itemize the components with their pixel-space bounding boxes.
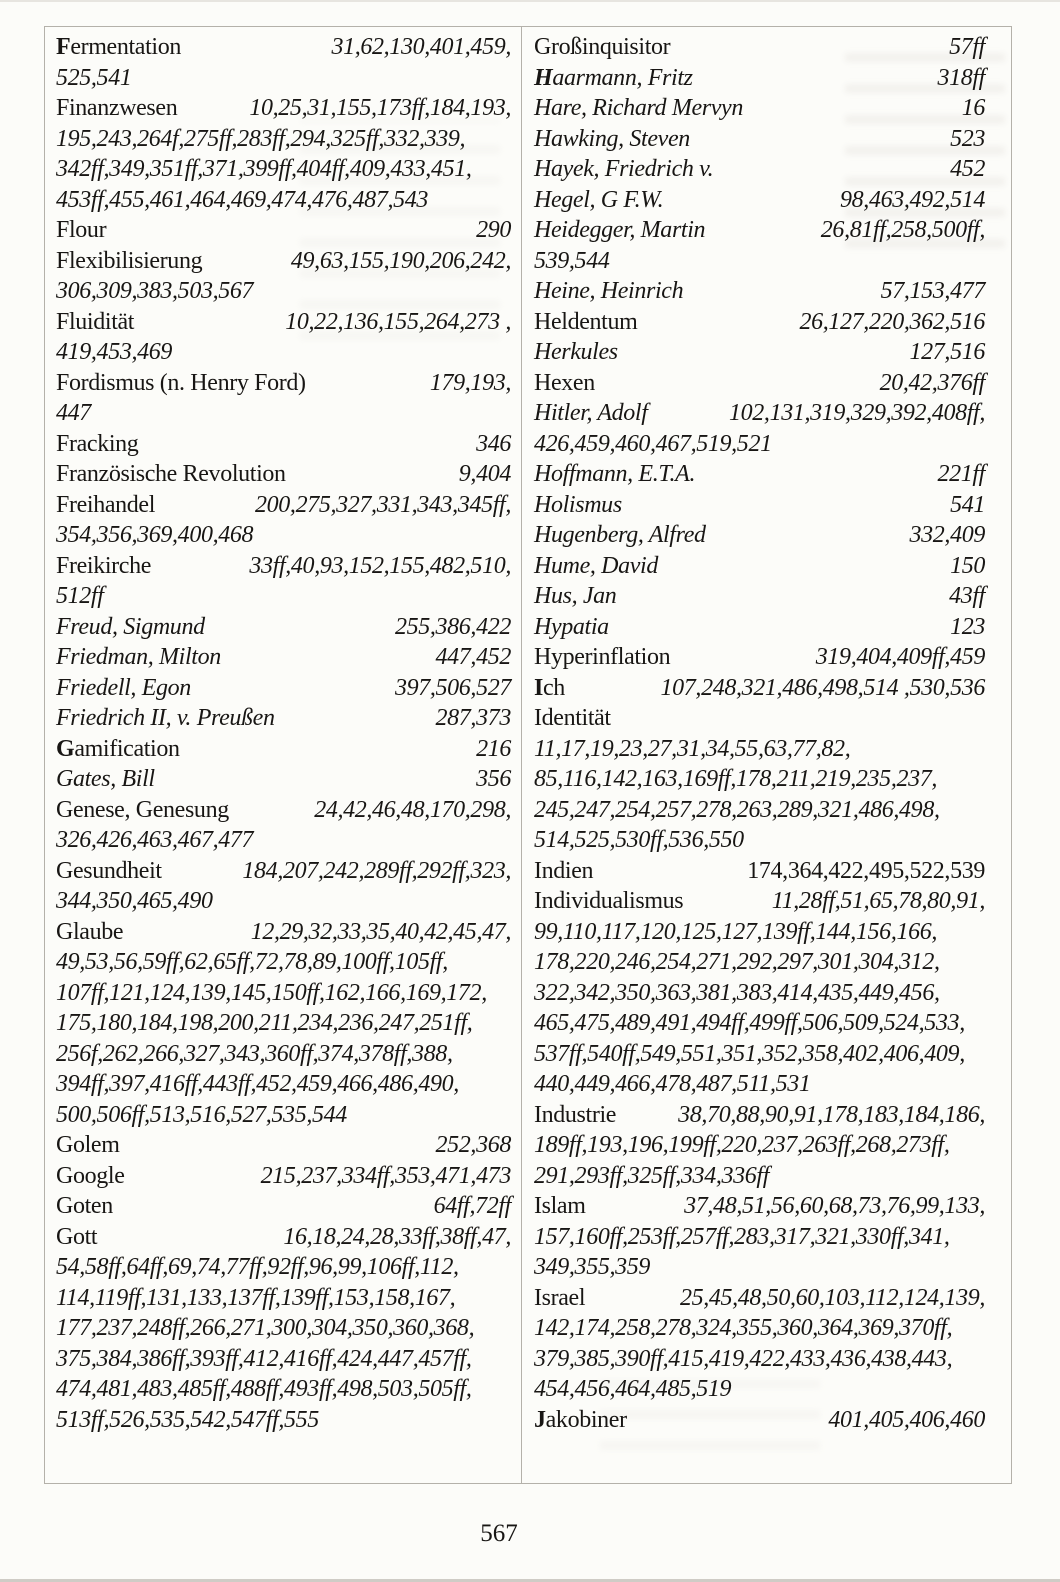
index-entry [56, 795, 511, 856]
entry-continuation-line: 342ff,349,351ff,371,399ff,404ff,409,433,451, [56, 156, 472, 182]
index-entry [56, 612, 511, 643]
entry-first-line [56, 856, 511, 887]
entry-first-line [534, 368, 985, 399]
entry-first-line [56, 917, 511, 948]
entry-first-line [56, 642, 511, 673]
index-entry [534, 703, 985, 856]
entry-first-line [534, 398, 985, 429]
index-entry [56, 93, 511, 215]
entry-term-lead-letter: F [56, 34, 71, 60]
entry-first-line [56, 93, 511, 124]
page-number: 567 [480, 1520, 518, 1547]
entry-first-line [56, 32, 511, 63]
entry-continuation-line: 11,17,19,23,27,31,34,55,63,77,82, [534, 735, 851, 762]
entry-pages: 318ff [937, 64, 985, 91]
entry-term: Hawking, Steven [534, 125, 690, 152]
entry-first-line [534, 673, 985, 704]
entry-term: Indien [534, 857, 594, 884]
entry-first-line [56, 307, 511, 338]
index-entry [534, 520, 985, 551]
entry-continuation-line: 189ff,193,196,199ff,220,237,263ff,268,273ff, [534, 1132, 950, 1158]
entry-term: Freud, Sigmund [56, 613, 205, 640]
entry-pages: 33ff,40,93,152,155,482,510, [249, 552, 511, 579]
index-entry [534, 398, 985, 459]
entry-pages: 541 [950, 491, 985, 518]
entry-first-line [534, 32, 985, 63]
entry-pages: 319,404,409ff,459 [815, 644, 985, 670]
index-entry [56, 673, 511, 704]
entry-pages: 447,452 [435, 644, 511, 670]
entry-pages: 150 [950, 552, 985, 579]
entry-pages: 24,42,46,48,170,298, [314, 796, 511, 823]
entry-pages: 287,373 [435, 705, 511, 731]
index-entry [534, 368, 985, 399]
index-entry [534, 673, 985, 704]
entry-pages: 255,386,422 [394, 613, 511, 640]
index-entry [56, 1130, 511, 1161]
entry-continuation-line: 354,356,369,400,468 [56, 522, 254, 548]
index-entry [534, 581, 985, 612]
entry-pages: 10,22,136,155,264,273 , [285, 308, 511, 335]
entry-pages: 49,63,155,190,206,242, [290, 247, 511, 274]
index-entry [56, 917, 511, 1131]
entry-first-line [56, 1161, 511, 1192]
entry-term: Gesundheit [56, 857, 162, 884]
index-entry [56, 490, 511, 551]
entry-first-line [534, 1100, 985, 1131]
entry-term: Freihandel [56, 491, 156, 518]
entry-term: Heine, Heinrich [534, 278, 684, 304]
index-entry [56, 459, 511, 490]
entry-pages: 31,62,130,401,459, [331, 34, 511, 60]
entry-term: Genese, Genesung [56, 796, 229, 823]
entry-term: Hexen [534, 369, 595, 396]
index-entry [534, 93, 985, 124]
index-entry [56, 1222, 511, 1436]
entry-term: Holismus [534, 491, 622, 518]
index-entry [56, 764, 511, 795]
entry-term: Freikirche [56, 552, 152, 579]
entry-term: Friedell, Egon [56, 674, 191, 701]
entry-pages: 38,70,88,90,91,178,183,184,186, [678, 1101, 985, 1128]
entry-first-line [534, 886, 985, 917]
entry-first-line [534, 337, 985, 368]
entry-pages: 10,25,31,155,173ff,184,193, [249, 95, 511, 121]
entry-term: Gamification [56, 735, 180, 762]
entry-continuation-line: 256f,262,266,327,343,360ff,374,378ff,388, [56, 1040, 453, 1067]
entry-first-line [534, 1191, 985, 1222]
index-entry [534, 490, 985, 521]
entry-continuation-line: 49,53,56,59ff,62,65ff,72,78,89,100ff,105ff, [56, 949, 448, 975]
entry-term: Hume, David [534, 552, 659, 579]
entry-pages: 11,28ff,51,65,78,80,91, [771, 888, 985, 914]
index-entry [534, 63, 985, 94]
entry-term-lead-letter: I [534, 674, 543, 701]
entry-continuation-line: 54,58ff,64ff,69,74,77ff,92ff,96,99,106ff,112, [56, 1254, 459, 1280]
entry-term: Israel [534, 1284, 586, 1311]
index-entry [534, 337, 985, 368]
index-entry [56, 215, 511, 246]
entry-continuation-line: 537ff,540ff,549,551,351,352,358,402,406,409, [534, 1040, 965, 1067]
entry-pages: 215,237,334ff,353,471,473 [260, 1162, 511, 1189]
entry-first-line [56, 1222, 511, 1253]
entry-pages: 200,275,327,331,343,345ff, [255, 491, 511, 518]
index-entry [56, 1161, 511, 1192]
entry-term: Finanzwesen [56, 95, 178, 121]
entry-first-line [534, 612, 985, 643]
entry-term: Fluidität [56, 308, 135, 335]
index-entry [534, 1283, 985, 1405]
entry-continuation-line: 306,309,383,503,567 [56, 278, 254, 304]
entry-pages: 16,18,24,28,33ff,38ff,47, [283, 1223, 511, 1250]
index-entry [56, 429, 511, 460]
entry-term: Google [56, 1162, 125, 1189]
entry-continuation-line: 114,119ff,131,133,137ff,139ff,153,158,167, [56, 1284, 456, 1311]
entry-pages: 107,248,321,486,498,514 ,530,536 [660, 674, 985, 701]
index-entry [534, 612, 985, 643]
entry-first-line [56, 215, 511, 246]
entry-pages: 20,42,376ff [879, 369, 985, 396]
entry-first-line [56, 551, 511, 582]
entry-continuation-line: 539,544 [534, 247, 610, 274]
index-entry [534, 276, 985, 307]
index-entry [534, 856, 985, 887]
entry-continuation-line: 453ff,455,461,464,469,474,476,487,543 [56, 186, 429, 213]
entry-first-line [534, 1405, 985, 1436]
entry-continuation-line: 349,355,359 [534, 1254, 651, 1280]
index-entry [56, 642, 511, 673]
entry-term: Hayek, Friedrich v. [534, 156, 714, 182]
entry-first-line [534, 276, 985, 307]
entry-pages: 184,207,242,289ff,292ff,323, [242, 857, 511, 884]
index-entry [534, 1191, 985, 1283]
entry-term-lead-letter: J [534, 1406, 546, 1433]
entry-term: Glaube [56, 918, 124, 945]
index-entry [534, 1405, 985, 1436]
entry-first-line [56, 673, 511, 704]
index-column-right [522, 27, 1011, 1483]
entry-continuation-line: 322,342,350,363,381,383,414,435,449,456, [534, 979, 940, 1006]
entry-term: Identität [534, 705, 611, 731]
entry-first-line [56, 1191, 511, 1222]
entry-term: Flour [56, 217, 107, 243]
entry-term: Französische Revolution [56, 461, 286, 487]
index-entry [534, 307, 985, 338]
entry-pages: 356 [476, 766, 511, 792]
index-entry [534, 459, 985, 490]
entry-continuation-line: 419,453,469 [56, 339, 173, 365]
entry-first-line [534, 1283, 985, 1314]
entry-first-line [56, 734, 511, 765]
entry-pages: 452 [950, 156, 985, 182]
entry-continuation-line: 157,160ff,253ff,257ff,283,317,321,330ff,341, [534, 1223, 950, 1250]
entry-continuation-line: 99,110,117,120,125,127,139ff,144,156,166, [534, 918, 938, 945]
entry-term: Hus, Jan [534, 583, 617, 609]
entry-continuation-line: 525,541 [56, 64, 132, 91]
index-entry [534, 642, 985, 673]
entry-first-line [534, 154, 985, 185]
index-entry [56, 368, 511, 429]
entry-term: Hypatia [534, 613, 609, 640]
entry-continuation-line: 245,247,254,257,278,263,289,321,486,498, [534, 796, 940, 823]
entry-pages: 127,516 [909, 339, 985, 365]
index-entry [56, 307, 511, 368]
entry-term: Goten [56, 1193, 113, 1219]
entry-term: Gott [56, 1223, 98, 1250]
entry-first-line [56, 1130, 511, 1161]
entry-first-line [56, 764, 511, 795]
entry-first-line [56, 459, 511, 490]
entry-term: Fordismus (n. Henry Ford) [56, 369, 306, 396]
entry-pages: 123 [950, 613, 985, 640]
entry-first-line [534, 215, 985, 246]
entry-term-lead-letter: H [534, 64, 553, 91]
entry-first-line [534, 185, 985, 216]
entry-continuation-line: 500,506ff,513,516,527,535,544 [56, 1101, 347, 1128]
entry-first-line [56, 246, 511, 277]
entry-continuation-line: 513ff,526,535,542,547ff,555 [56, 1406, 319, 1433]
entry-pages: 174,364,422,495,522,539 [747, 857, 985, 884]
index-column-left [45, 27, 522, 1483]
entry-pages: 401,405,406,460 [828, 1406, 985, 1433]
entry-term: Islam [534, 1193, 586, 1219]
entry-term: Heldentum [534, 308, 638, 335]
entry-term: Golem [56, 1132, 120, 1158]
index-frame [44, 26, 1012, 1484]
entry-term: Hoffmann, E.T.A. [534, 461, 696, 487]
entry-continuation-line: 426,459,460,467,519,521 [534, 430, 772, 457]
entry-pages: 397,506,527 [394, 674, 511, 701]
entry-continuation-line: 447 [56, 400, 91, 426]
entry-pages: 332,409 [909, 522, 985, 548]
entry-continuation-line: 344,350,465,490 [56, 888, 213, 914]
entry-first-line [534, 93, 985, 124]
entry-pages: 9,404 [458, 461, 511, 487]
entry-continuation-line: 107ff,121,124,139,145,150ff,162,166,169,172, [56, 979, 487, 1006]
index-entry [56, 246, 511, 307]
entry-continuation-line: 375,384,386ff,393ff,412,416ff,424,447,457ff, [56, 1345, 472, 1372]
scan-edge-top [0, 0, 1060, 2]
entry-continuation-line: 454,456,464,485,519 [534, 1376, 732, 1402]
entry-pages: 290 [476, 217, 511, 243]
entry-term: Jakobiner [534, 1406, 627, 1433]
entry-pages: 216 [476, 735, 511, 762]
entry-continuation-line: 175,180,184,198,200,211,234,236,247,251ff, [56, 1010, 473, 1036]
entry-first-line [534, 63, 985, 94]
entry-term: Hitler, Adolf [534, 400, 648, 426]
index-entry [56, 32, 511, 93]
entry-term: Gates, Bill [56, 766, 155, 792]
entry-continuation-line: 379,385,390ff,415,419,422,433,436,438,443, [534, 1345, 953, 1372]
entry-continuation-line: 195,243,264f,275ff,283ff,294,325ff,332,339, [56, 125, 466, 152]
entry-pages: 57ff [949, 34, 985, 60]
entry-term: Hegel, G F.W. [534, 186, 664, 213]
entry-continuation-line: 465,475,489,491,494ff,499ff,506,509,524,533, [534, 1010, 965, 1036]
entry-term: Flexibilisierung [56, 247, 203, 274]
entry-continuation-line: 440,449,466,478,487,511,531 [534, 1071, 811, 1097]
entry-pages: 523 [950, 125, 985, 152]
entry-term: Haarmann, Fritz [534, 64, 693, 91]
entry-pages: 26,127,220,362,516 [799, 308, 985, 335]
entry-first-line [56, 795, 511, 826]
entry-first-line [534, 490, 985, 521]
entry-first-line [534, 459, 985, 490]
entry-term: Hare, Richard Mervyn [534, 95, 743, 121]
entry-continuation-line: 291,293ff,325ff,334,336ff [534, 1162, 770, 1189]
entry-pages: 252,368 [435, 1132, 511, 1158]
entry-pages: 57,153,477 [880, 278, 985, 304]
index-entry [534, 886, 985, 1100]
entry-term: Heidegger, Martin [534, 217, 706, 243]
entry-term: Großinquisitor [534, 34, 671, 60]
entry-term-lead-letter: G [56, 735, 75, 762]
entry-continuation-line: 177,237,248ff,266,271,300,304,350,360,368, [56, 1315, 475, 1341]
entry-pages: 64ff,72ff [433, 1193, 511, 1219]
entry-term: Herkules [534, 339, 618, 365]
index-entry [534, 551, 985, 582]
index-entry [56, 734, 511, 765]
entry-first-line [534, 551, 985, 582]
entry-term: Friedrich II, v. Preußen [56, 705, 275, 731]
entry-pages: 37,48,51,56,60,68,73,76,99,133, [684, 1193, 985, 1219]
entry-continuation-line: 142,174,258,278,324,355,360,364,369,370ff, [534, 1315, 953, 1341]
entry-first-line [534, 520, 985, 551]
entry-first-line [56, 368, 511, 399]
entry-continuation-line: 394ff,397,416ff,443ff,452,459,466,486,490, [56, 1071, 459, 1097]
entry-term: Ich [534, 674, 565, 701]
index-entry [534, 32, 985, 63]
entry-term: Fracking [56, 430, 139, 457]
entry-first-line [534, 581, 985, 612]
index-entry [534, 215, 985, 276]
entry-continuation-line: 514,525,530ff,536,550 [534, 827, 744, 853]
entry-pages: 43ff [949, 583, 985, 609]
entry-term: Industrie [534, 1101, 617, 1128]
index-entry [534, 154, 985, 185]
entry-first-line [534, 307, 985, 338]
entry-first-line [534, 703, 985, 734]
entry-pages: 102,131,319,329,392,408ff, [729, 400, 985, 426]
index-entry [534, 1100, 985, 1192]
entry-pages: 12,29,32,33,35,40,42,45,47, [250, 918, 511, 945]
entry-pages: 346 [476, 430, 511, 457]
index-entry [534, 185, 985, 216]
entry-first-line [534, 642, 985, 673]
entry-continuation-line: 474,481,483,485ff,488ff,493ff,498,503,505ff, [56, 1376, 472, 1402]
entry-continuation-line: 85,116,142,163,169ff,178,211,219,235,237, [534, 766, 938, 792]
index-entry [56, 703, 511, 734]
entry-term: Fermentation [56, 34, 181, 60]
entry-first-line [56, 490, 511, 521]
entry-term: Hugenberg, Alfred [534, 522, 706, 548]
entry-pages: 25,45,48,50,60,103,112,124,139, [679, 1284, 985, 1311]
index-entry [534, 124, 985, 155]
entry-first-line [56, 429, 511, 460]
entry-pages: 16 [961, 95, 985, 121]
entry-pages: 179,193, [429, 369, 511, 396]
index-entry [56, 1191, 511, 1222]
entry-term: Hyperinflation [534, 644, 671, 670]
entry-first-line [56, 612, 511, 643]
entry-first-line [534, 124, 985, 155]
entry-continuation-line: 512ff [56, 583, 104, 609]
index-entry [56, 856, 511, 917]
entry-continuation-line: 326,426,463,467,477 [56, 827, 254, 853]
entry-pages: 98,463,492,514 [840, 186, 985, 213]
entry-first-line [56, 703, 511, 734]
entry-term: Friedman, Milton [56, 644, 221, 670]
entry-term: Individualismus [534, 888, 684, 914]
entry-pages: 221ff [937, 461, 985, 487]
entry-first-line [534, 856, 985, 887]
entry-continuation-line: 178,220,246,254,271,292,297,301,304,312, [534, 949, 940, 975]
index-entry [56, 551, 511, 612]
entry-pages: 26,81ff,258,500ff, [820, 217, 985, 243]
